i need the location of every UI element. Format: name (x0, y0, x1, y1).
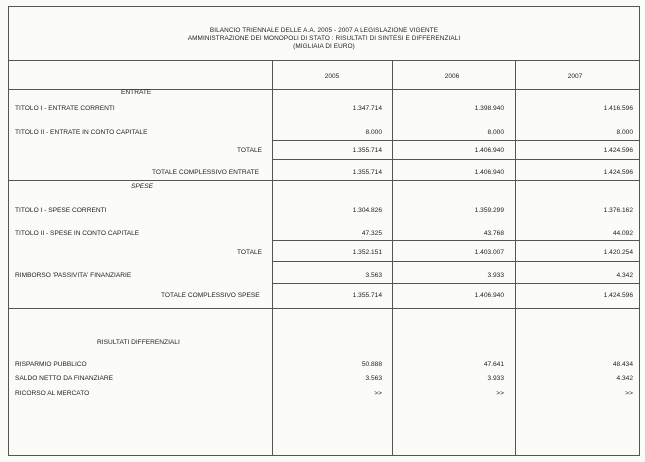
value-2006: 1.406.940 (474, 169, 504, 176)
value-2007: 4.342 (616, 375, 633, 382)
value-2007: >> (625, 390, 633, 397)
row-label: TOTALE COMPLESSIVO ENTRATE (152, 169, 259, 176)
table-row (9, 167, 639, 179)
value-2007: 48.434 (612, 361, 633, 368)
value-2005: >> (374, 390, 382, 397)
section-differenziali (9, 337, 639, 349)
value-2007: 1.424.596 (603, 147, 633, 154)
header-units: (MIGLIAIA DI EURO) (293, 43, 355, 50)
section-title: RISULTATI DIFFERENZIALI (97, 339, 180, 346)
table-row (9, 290, 639, 302)
value-2005: 3.563 (365, 375, 382, 382)
row-label: RIMBORSO 'PASSIVITA' FINANZIARIE (15, 272, 132, 279)
value-2006: 43.768 (483, 230, 504, 237)
table-row (9, 145, 639, 157)
row-label: RICORSO AL MERCATO (15, 390, 90, 397)
value-2005: 3.563 (365, 272, 382, 279)
value-2005: 1.355.714 (352, 147, 382, 154)
row-divider (272, 140, 639, 141)
section-title: SPESE (131, 183, 153, 190)
value-2005: 1.355.714 (352, 169, 382, 176)
section-spese (9, 181, 639, 193)
row-label: SALDO NETTO DA FINANZIARE (15, 375, 114, 382)
header-title: BILANCIO TRIENNALE DELLE A.A. 2005 - 2007 A LEGISLAZIONE VIGENTE (209, 27, 439, 34)
value-2007: 1.420.254 (603, 249, 633, 256)
year-2007: 2007 (567, 73, 583, 80)
row-label: TOTALE (237, 147, 263, 154)
value-2007: 1.424.596 (603, 292, 633, 299)
value-2006: >> (496, 390, 504, 397)
table-row (9, 228, 639, 240)
value-2006: 8.000 (487, 129, 504, 136)
table-row (9, 103, 639, 115)
value-2005: 1.304.826 (352, 207, 382, 214)
value-2007: 1.376.162 (603, 207, 633, 214)
value-2005: 1.347.714 (352, 105, 382, 112)
value-2006: 1.359.299 (474, 207, 504, 214)
row-divider (9, 308, 639, 309)
row-label: TOTALE (237, 249, 263, 256)
section-entrate (9, 87, 639, 99)
year-2005: 2005 (324, 73, 340, 80)
budget-table (8, 6, 640, 456)
value-2006: 1.406.940 (474, 292, 504, 299)
row-label: TITOLO II - ENTRATE IN CONTO CAPITALE (15, 129, 148, 136)
value-2006: 1.398.940 (474, 105, 504, 112)
value-2005: 1.355.714 (352, 292, 382, 299)
row-divider (272, 261, 639, 262)
table-row (9, 359, 639, 371)
value-2007: 4.342 (616, 272, 633, 279)
value-2005: 47.325 (361, 230, 382, 237)
table-row (9, 373, 639, 385)
table-row (9, 270, 639, 282)
table-header (9, 7, 639, 61)
value-2007: 1.424.596 (603, 169, 633, 176)
row-divider (272, 283, 639, 284)
value-2007: 1.416.596 (603, 105, 633, 112)
row-label: RISPARMIO PUBBLICO (15, 361, 87, 368)
value-2006: 47.641 (483, 361, 504, 368)
value-2005: 50.888 (361, 361, 382, 368)
row-label: TITOLO II - SPESE IN CONTO CAPITALE (15, 230, 140, 237)
value-2006: 1.406.940 (474, 147, 504, 154)
table-row (9, 388, 639, 400)
year-header-row (9, 61, 639, 90)
row-label: TITOLO I - ENTRATE CORRENTI (15, 105, 115, 112)
value-2007: 44.092 (612, 230, 633, 237)
header-subtitle: AMMINISTRAZIONE DEI MONOPOLI DI STATO : RISULTATI DI SINTESI E DIFFERENZIALI (187, 35, 461, 42)
value-2007: 8.000 (616, 129, 633, 136)
table-row (9, 205, 639, 217)
value-2005: 8.000 (365, 129, 382, 136)
row-divider (272, 240, 639, 241)
row-divider (272, 159, 639, 160)
table-row (9, 247, 639, 259)
row-label: TITOLO I - SPESE CORRENTI (15, 207, 107, 214)
value-2006: 3.933 (487, 272, 504, 279)
value-2005: 1.352.151 (352, 249, 382, 256)
value-2006: 3.933 (487, 375, 504, 382)
table-row (9, 127, 639, 139)
section-title: ENTRATE (121, 89, 152, 96)
value-2006: 1.403.007 (474, 249, 504, 256)
row-label: TOTALE COMPLESSIVO SPESE (161, 292, 260, 299)
year-2006: 2006 (444, 73, 460, 80)
